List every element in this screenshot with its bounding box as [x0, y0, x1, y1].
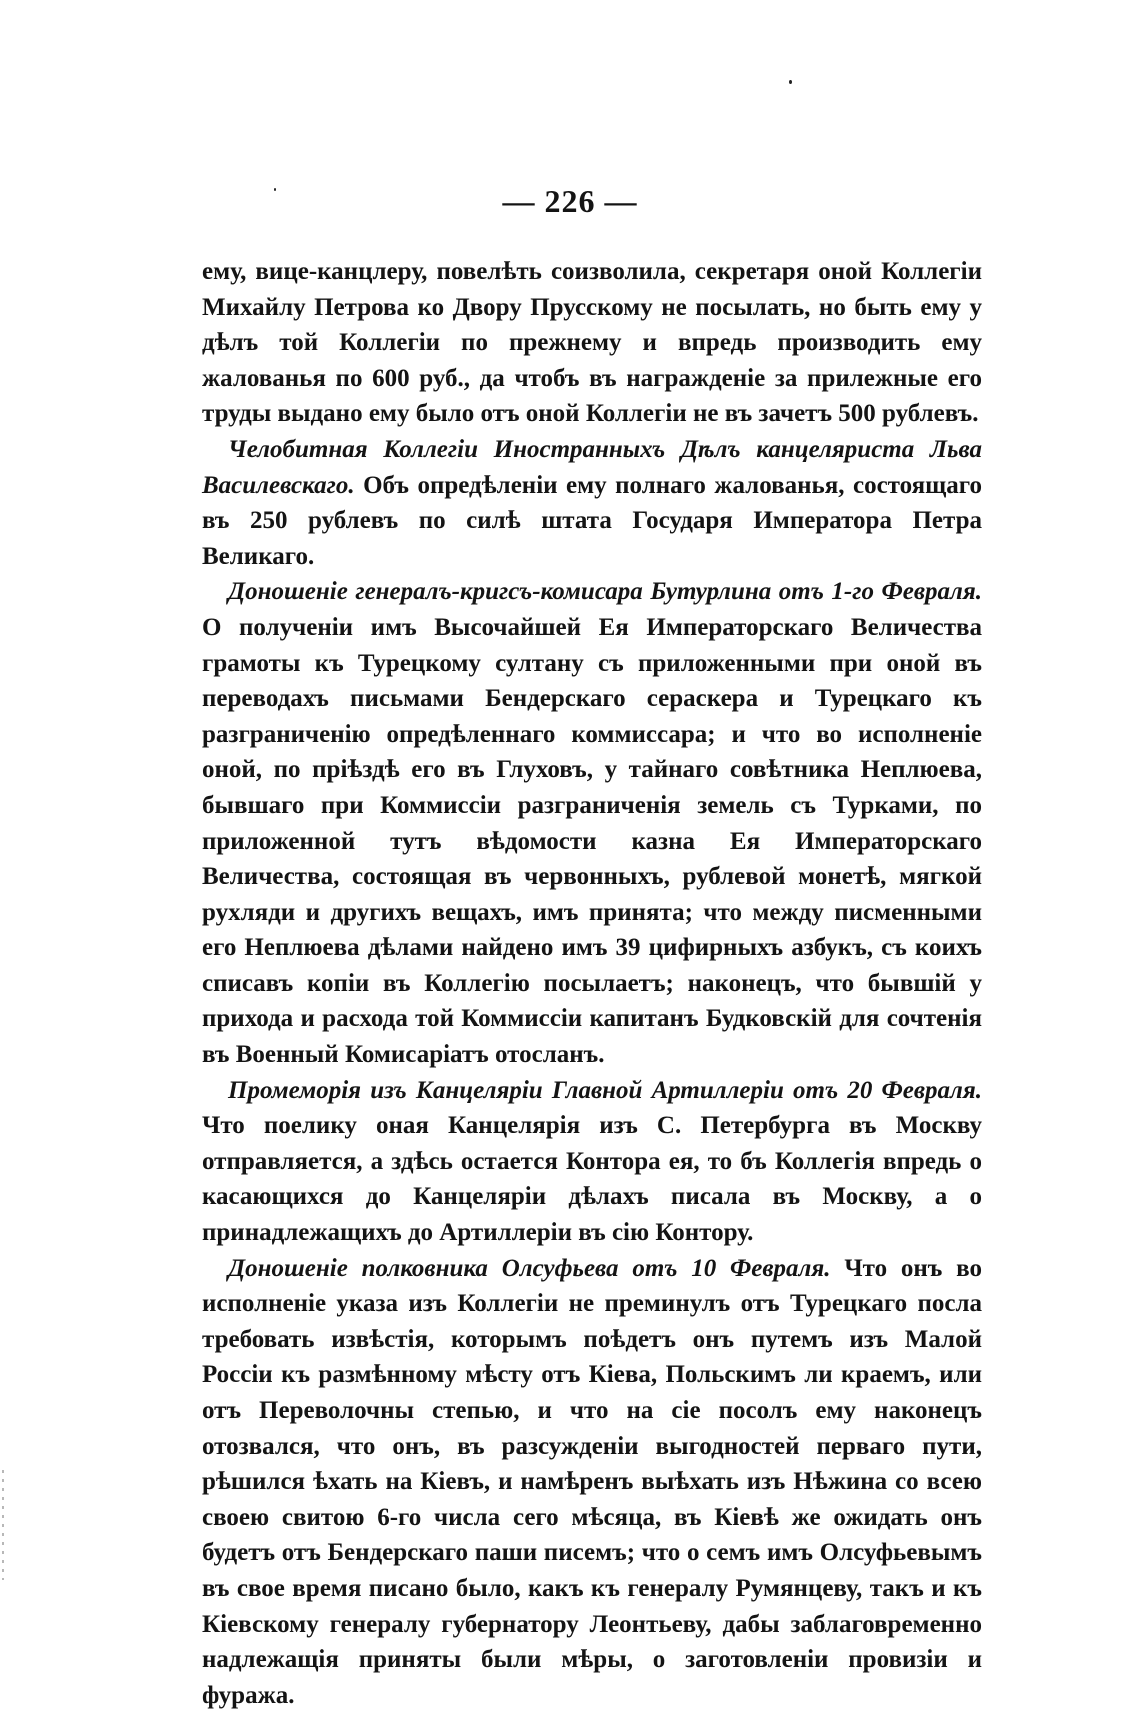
paragraph-text: ему, вице-канцлеру, повелѣть соизволила, секретаря оной Коллегіи Михайлу Петрова ко Двору Прусскому не посылать, но быть ему у дѣлъ той Коллегіи по прежнему и впредь производить ему жалованья по 600 руб., да чтобъ въ награжденіе за прилежные его труды выдано ему было отъ оной Коллегіи не въ зачетъ 500 рублевъ.: [202, 258, 982, 428]
entry-text: Что поелику оная Канцелярія изъ С. Петербурга въ Москву отправляется, а здѣсь остается Контора ея, то бъ Коллегія впредь о касающихся до Канцеляріи дѣлахъ писала въ Москву, а о принадлежащихъ до Артиллеріи въ сію Контору.: [202, 1112, 982, 1247]
entry-heading: Доношеніе генералъ-кригсъ-комисара Бутурлина отъ 1-го Февраля.: [228, 578, 982, 606]
entry-text: Что онъ во исполненіе указа изъ Коллегіи не преминулъ отъ Турецкаго посла требовать извѣстія, которымъ поѣдетъ онъ путемъ изъ Малой Россіи къ размѣнному мѣсту отъ Кіева, Польскимъ ли краемъ, или отъ Переволочны степью, и что на сіе посолъ ему наконецъ отозвался, что онъ, въ разсужденіи выгодностей перваго пути, рѣшился ѣхать на Кіевъ, и намѣренъ выѣхать изъ Нѣжина со всею своею свитою 6-го числа сего мѣсяца, въ Кіевѣ же ожидать онъ будетъ отъ Бендерскаго паши писемъ; что о семъ имъ Олсуфьевымъ въ свое время писано было, какъ къ генералу Румянцеву, такъ и къ Кіевскому генералу губернатору Леонтьеву, дабы заблаговременно надлежащія приняты были мѣры, о заготовленіи провизіи и фуража.: [202, 1254, 983, 1709]
page-body: [202, 254, 982, 1713]
paragraph-entry: [202, 574, 982, 1072]
entry-text: О полученіи имъ Высочайшей Ея Императорскаго Величества грамоты къ Турецкому султану съ приложенными при оной въ переводахъ письмами Бендерскаго сераскера и Турецкаго къ разграниченію опредѣленнаго коммиссара; и что во исполненіе оной, по пріѣздѣ его въ Глуховъ, у тайнаго совѣтника Неплюева, бывшаго при Коммиссіи разграниченія земель съ Турками, по приложенной тутъ вѣдомости казна Ея Императорскаго Величества, состоящая въ червонныхъ, рублевой монетѣ, мягкой рухляди и другихъ вещахъ, имъ принята; что между писменными его Неплюева дѣлами найдено имъ 39 цифирныхъ азбукъ, съ коихъ списавъ копіи въ Коллегію посылаетъ; наконецъ, что бывшій у прихода и расхода той Коммиссіи капитанъ Будковскій для сочтенія въ Военный Комисаріатъ отосланъ.: [202, 613, 982, 1069]
paragraph-entry: [202, 432, 982, 574]
ink-speck: [789, 80, 792, 84]
entry-heading: Промеморія изъ Канцеляріи Главной Артиллеріи отъ 20 Февраля.: [228, 1076, 982, 1104]
paragraph-entry: [202, 1073, 982, 1251]
paragraph-continuation: [202, 254, 982, 432]
entry-heading: Челобитная Коллегіи Иностранныхъ Дѣлъ канцеляриста Льва Василевскаго.: [202, 435, 982, 499]
page-number: — 226 —: [502, 183, 638, 219]
entry-text: Объ опредѣленіи ему полнаго жалованья, состоящаго въ 250 рублевъ по силѣ штата Государя Императора Петра Великаго.: [202, 471, 982, 570]
paragraph-entry: [202, 1251, 982, 1713]
scan-edge-artifact: [2, 1470, 4, 1580]
entry-heading: Доношеніе полковника Олсуфьева отъ 10 Февраля.: [228, 1254, 831, 1282]
